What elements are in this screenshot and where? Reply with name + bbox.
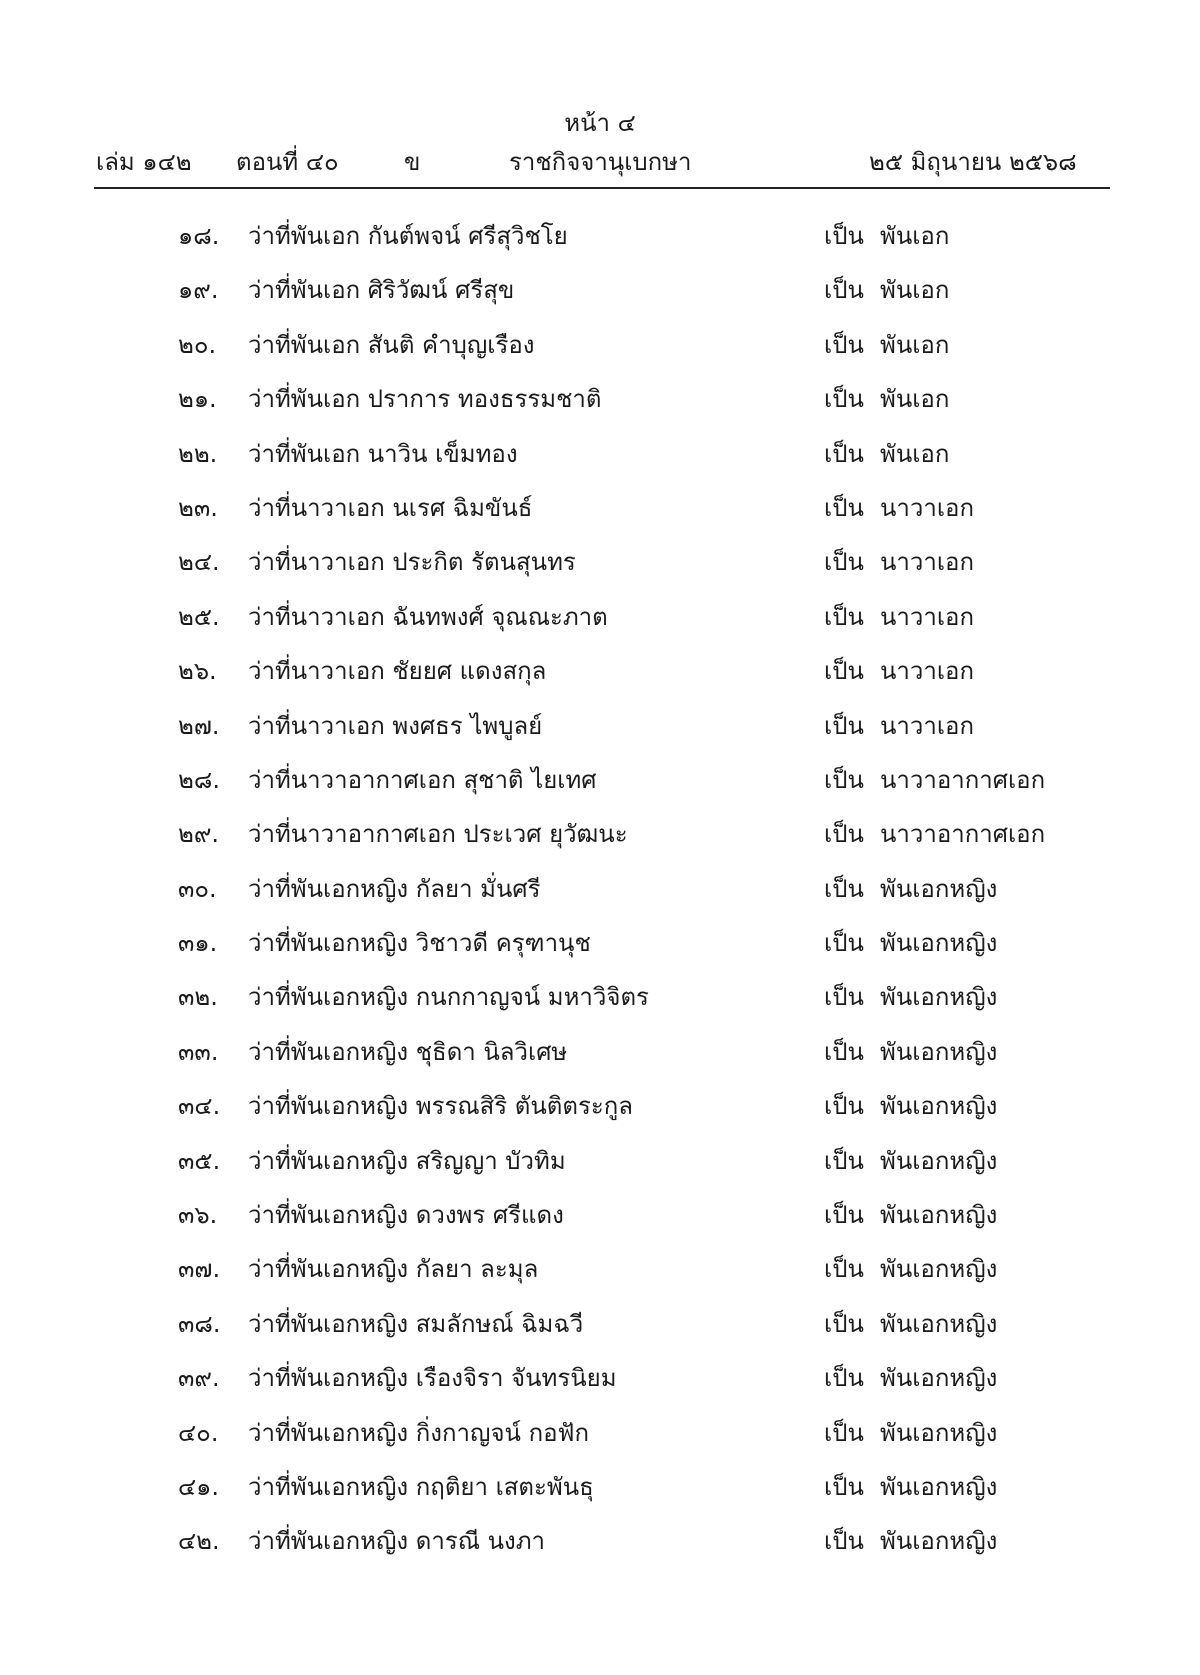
entry-name: ว่าที่พันเอกหญิง วิชาวดี ครุฑานุช <box>248 929 591 958</box>
entry-name: ว่าที่พันเอกหญิง สมลักษณ์ ฉิมฉวี <box>248 1309 584 1338</box>
entry-number: ๔๑. <box>178 1472 220 1501</box>
entry-number: ๓๘. <box>178 1309 221 1338</box>
entry-rank: พันเอก <box>880 385 950 414</box>
list-item <box>0 328 1200 382</box>
entry-name: ว่าที่พันเอกหญิง ดวงพร ศรีแดง <box>248 1201 564 1230</box>
entry-rank: พันเอกหญิง <box>880 1255 998 1284</box>
entry-connector: เป็น <box>824 276 864 305</box>
entry-connector: เป็น <box>824 1092 864 1121</box>
list-item <box>0 1089 1200 1143</box>
entry-name: ว่าที่นาวาเอก ชัยยศ แดงสกุล <box>248 657 547 686</box>
list-item <box>0 926 1200 980</box>
entry-connector: เป็น <box>824 1309 864 1338</box>
entry-connector: เป็น <box>824 711 864 740</box>
entry-name: ว่าที่พันเอกหญิง พรรณสิริ ตันติตระกูล <box>248 1092 633 1121</box>
entry-connector: เป็น <box>824 1255 864 1284</box>
entry-connector: เป็น <box>824 439 864 468</box>
entry-number: ๔๒. <box>178 1527 220 1556</box>
entry-name: ว่าที่นาวาเอก นเรศ ฉิมขันธ์ <box>248 493 533 522</box>
entry-number: ๓๓. <box>178 1037 219 1066</box>
entry-name: ว่าที่พันเอก ปราการ ทองธรรมชาติ <box>248 385 602 414</box>
entry-connector: เป็น <box>824 330 864 359</box>
entry-connector: เป็น <box>824 385 864 414</box>
entry-rank: พันเอก <box>880 439 950 468</box>
entry-name: ว่าที่พันเอกหญิง กฤติยา เสตะพันธุ <box>248 1472 594 1501</box>
appointment-list <box>0 219 1200 1579</box>
entry-name: ว่าที่พันเอก กันต์พจน์ ศรีสุวิชโย <box>248 222 568 250</box>
entry-rank: นาวาอากาศเอก <box>880 820 1046 849</box>
entry-name: ว่าที่พันเอกหญิง ดารณี นงภา <box>248 1527 546 1556</box>
entry-number: ๓๖. <box>178 1201 218 1230</box>
entry-name: ว่าที่นาวาเอก ประกิต รัตนสุนทร <box>248 548 576 577</box>
entry-rank: พันเอกหญิง <box>880 1146 998 1175</box>
entry-name: ว่าที่นาวาเอก พงศธร ไพบูลย์ <box>248 711 543 740</box>
entry-rank: พันเอกหญิง <box>880 1364 998 1393</box>
entry-number: ๒๑. <box>178 385 217 414</box>
entry-number: ๑๙. <box>178 276 219 305</box>
list-item <box>0 1470 1200 1524</box>
entry-rank: พันเอกหญิง <box>880 874 998 903</box>
entry-connector: เป็น <box>824 983 864 1012</box>
entry-rank: นาวาอากาศเอก <box>880 765 1046 794</box>
entry-rank: พันเอก <box>880 222 950 250</box>
entry-number: ๒๖. <box>178 657 217 686</box>
entry-name: ว่าที่พันเอกหญิง กัลยา ละมุล <box>248 1255 539 1284</box>
entry-number: ๓๒. <box>178 983 218 1012</box>
entry-rank: พันเอกหญิง <box>880 1201 998 1230</box>
entry-rank: นาวาเอก <box>880 493 974 522</box>
entry-number: ๒๐. <box>178 330 217 359</box>
entry-connector: เป็น <box>824 874 864 903</box>
entry-rank: พันเอกหญิง <box>880 1092 998 1121</box>
list-item <box>0 1307 1200 1361</box>
entry-connector: เป็น <box>824 1472 864 1501</box>
list-item <box>0 545 1200 599</box>
entry-number: ๓๐. <box>178 874 217 903</box>
entry-name: ว่าที่พันเอก สันติ คำบุญเรือง <box>248 330 535 359</box>
list-item <box>0 709 1200 763</box>
list-item <box>0 1144 1200 1198</box>
entry-number: ๒๕. <box>178 602 220 631</box>
entry-number: ๒๒. <box>178 439 218 468</box>
entry-name: ว่าที่พันเอกหญิง กิ่งกาญจน์ กอฟัก <box>248 1418 590 1447</box>
entry-rank: พันเอกหญิง <box>880 1472 998 1501</box>
list-item <box>0 872 1200 926</box>
entry-name: ว่าที่พันเอกหญิง เรืองจิรา จันทรนิยม <box>248 1364 617 1393</box>
entry-rank: พันเอก <box>880 330 950 359</box>
list-item <box>0 1524 1200 1578</box>
entry-rank: พันเอกหญิง <box>880 1037 998 1066</box>
entry-connector: เป็น <box>824 820 864 849</box>
issue-label: ตอนที่ ๔๐ <box>236 148 339 176</box>
entry-rank: พันเอกหญิง <box>880 1527 998 1556</box>
entry-number: ๒๘. <box>178 765 220 794</box>
list-item <box>0 1416 1200 1470</box>
list-item <box>0 654 1200 708</box>
entry-rank: พันเอกหญิง <box>880 983 998 1012</box>
section-label: ข <box>404 148 421 176</box>
entry-connector: เป็น <box>824 929 864 958</box>
gazette-title: ราชกิจจานุเบกษา <box>509 148 692 176</box>
entry-rank: นาวาเอก <box>880 548 974 577</box>
entry-rank: นาวาเอก <box>880 711 974 740</box>
list-item <box>0 382 1200 436</box>
entry-connector: เป็น <box>824 493 864 522</box>
list-item <box>0 273 1200 327</box>
entry-number: ๒๗. <box>178 711 220 740</box>
list-item <box>0 980 1200 1034</box>
entry-rank: นาวาเอก <box>880 602 974 631</box>
entry-name: ว่าที่นาวาเอก ฉันทพงศ์ จุณณะภาต <box>248 602 608 631</box>
entry-connector: เป็น <box>824 1527 864 1556</box>
entry-rank: นาวาเอก <box>880 657 974 686</box>
entry-name: ว่าที่พันเอกหญิง ชุธิดา นิลวิเศษ <box>248 1037 568 1066</box>
entry-rank: พันเอกหญิง <box>880 1309 998 1338</box>
entry-number: ๔๐. <box>178 1418 219 1447</box>
entry-number: ๒๙. <box>178 820 220 849</box>
header-rule <box>94 187 1110 189</box>
entry-number: ๓๙. <box>178 1364 220 1393</box>
entry-number: ๒๓. <box>178 493 218 522</box>
entry-connector: เป็น <box>824 222 864 250</box>
entry-number: ๑๘. <box>178 222 220 250</box>
volume-label: เล่ม ๑๔๒ <box>96 148 192 176</box>
entry-name: ว่าที่นาวาอากาศเอก ประเวศ ยุวัฒนะ <box>248 820 628 849</box>
entry-connector: เป็น <box>824 1364 864 1393</box>
entry-rank: พันเอก <box>880 276 950 305</box>
entry-connector: เป็น <box>824 657 864 686</box>
entry-name: ว่าที่พันเอกหญิง สริญญา บัวทิม <box>248 1146 566 1175</box>
date-label: ๒๕ มิถุนายน ๒๕๖๘ <box>869 148 1077 176</box>
entry-rank: พันเอกหญิง <box>880 929 998 958</box>
list-item <box>0 600 1200 654</box>
list-item <box>0 1198 1200 1252</box>
entry-name: ว่าที่พันเอก ศิริวัฒน์ ศรีสุข <box>248 276 515 305</box>
entry-connector: เป็น <box>824 1201 864 1230</box>
page-number: หน้า ๔ <box>564 109 636 137</box>
entry-connector: เป็น <box>824 602 864 631</box>
entry-connector: เป็น <box>824 548 864 577</box>
list-item <box>0 491 1200 545</box>
list-item <box>0 1361 1200 1415</box>
list-item <box>0 1252 1200 1306</box>
entry-name: ว่าที่พันเอกหญิง กัลยา มั่นศรี <box>248 874 541 903</box>
entry-number: ๓๗. <box>178 1255 221 1284</box>
entry-rank: พันเอกหญิง <box>880 1418 998 1447</box>
entry-number: ๓๕. <box>178 1146 221 1175</box>
entry-connector: เป็น <box>824 1037 864 1066</box>
gazette-header <box>96 145 1110 179</box>
entry-connector: เป็น <box>824 765 864 794</box>
entry-name: ว่าที่พันเอกหญิง กนกกาญจน์ มหาวิจิตร <box>248 983 649 1012</box>
list-item <box>0 219 1200 273</box>
entry-connector: เป็น <box>824 1418 864 1447</box>
list-item <box>0 817 1200 871</box>
list-item <box>0 1035 1200 1089</box>
entry-number: ๓๑. <box>178 929 218 958</box>
list-item <box>0 763 1200 817</box>
entry-number: ๒๔. <box>178 548 220 577</box>
entry-name: ว่าที่นาวาอากาศเอก สุชาติ ไยเทศ <box>248 765 597 794</box>
entry-connector: เป็น <box>824 1146 864 1175</box>
entry-number: ๓๔. <box>178 1092 221 1121</box>
entry-name: ว่าที่พันเอก นาวิน เข็มทอง <box>248 439 518 468</box>
list-item <box>0 437 1200 491</box>
